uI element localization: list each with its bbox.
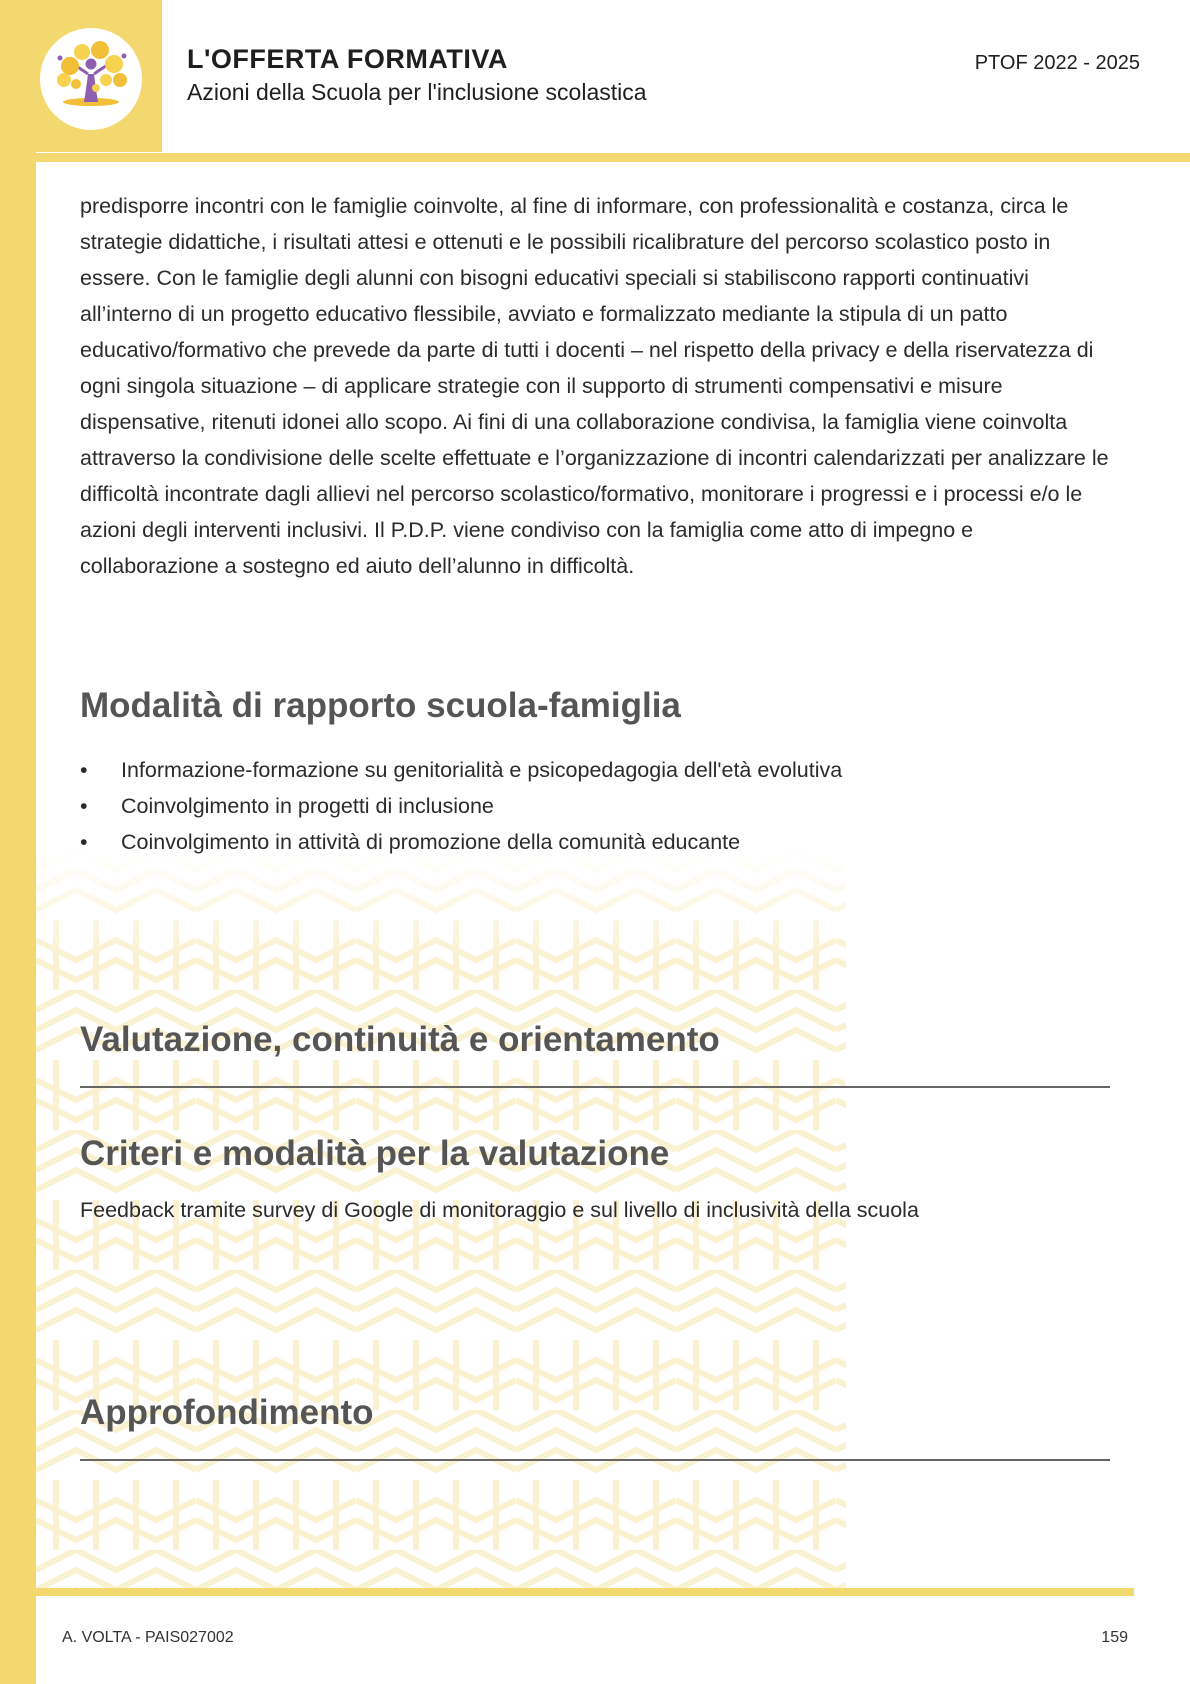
feedback-text: Feedback tramite survey di Google di monitoraggio e sul livello di inclusività della scuola: [80, 1198, 919, 1222]
list-item: • Coinvolgimento in attività di promozione della comunità educante: [80, 830, 741, 854]
intro-section: [80, 188, 1114, 584]
header-divider: [36, 153, 1190, 162]
ptof-label: PTOF 2022 - 2025: [974, 52, 1140, 74]
header-title: L'OFFERTA FORMATIVA: [187, 44, 508, 74]
rapporto-bullet-list: [80, 752, 842, 860]
intro-paragraph: predisporre incontri con le famiglie coinvolte, al fine di informare, con professionalità e costanza, circa le strategie didattiche, i risultati attesi e ottenuti e le possibili ricalibrature del percorso scolastico posto in essere. Con le famiglie degli alunni con bisogni educativi speciali si stabiliscono rapporti continuativi all’interno di un progetto educativo flessibile, avviato e formalizzato mediante la stipula di un patto educativo/formativo che prevede da parte di tutti i docenti – nel rispetto della privacy e della riservatezza di ogni singola situazione – di applicare strategie con il supporto di strumenti compensativi e misure dispensative, ritenuti idonei allo scopo. Ai fini di una collaborazione condivisa, la famiglia viene coinvolta attraverso la condivisione delle scelte effettuate e l’organizzazione di incontri calendarizzati per analizzare le difficoltà incontrate dagli allievi nel percorso scolastico/formativo, monitorare i progressi e i processi e/o le azioni degli interventi inclusivi. Il P.D.P. viene condiviso con la famiglia come atto di impegno e collaborazione a sostegno ed aiuto dell’alunno in difficoltà.: [80, 194, 1109, 578]
list-item: • Informazione-formazione su genitorialità e psicopedagogia dell'età evolutiva: [80, 758, 843, 782]
header-subtitle: Azioni della Scuola per l'inclusione scolastica: [187, 79, 647, 105]
footer-school-code: A. VOLTA - PAIS027002: [62, 1629, 234, 1646]
section-heading-criteri: Criteri e modalità per la valutazione: [80, 1134, 670, 1173]
logo-block: [0, 0, 162, 152]
section-heading-approfondimento: Approfondimento: [80, 1393, 374, 1432]
section-divider: [80, 1459, 1110, 1461]
list-item: • Coinvolgimento in progetti di inclusione: [80, 794, 494, 818]
tree-logo-icon: [40, 28, 142, 130]
section-heading-valutazione: Valutazione, continuità e orientamento: [80, 1020, 720, 1059]
section-heading-rapporto: Modalità di rapporto scuola-famiglia: [80, 686, 681, 725]
footer-divider: [36, 1588, 1134, 1596]
section-divider: [80, 1086, 1110, 1088]
page-number: 159: [1101, 1629, 1128, 1646]
left-accent-stripe: [0, 0, 36, 1684]
